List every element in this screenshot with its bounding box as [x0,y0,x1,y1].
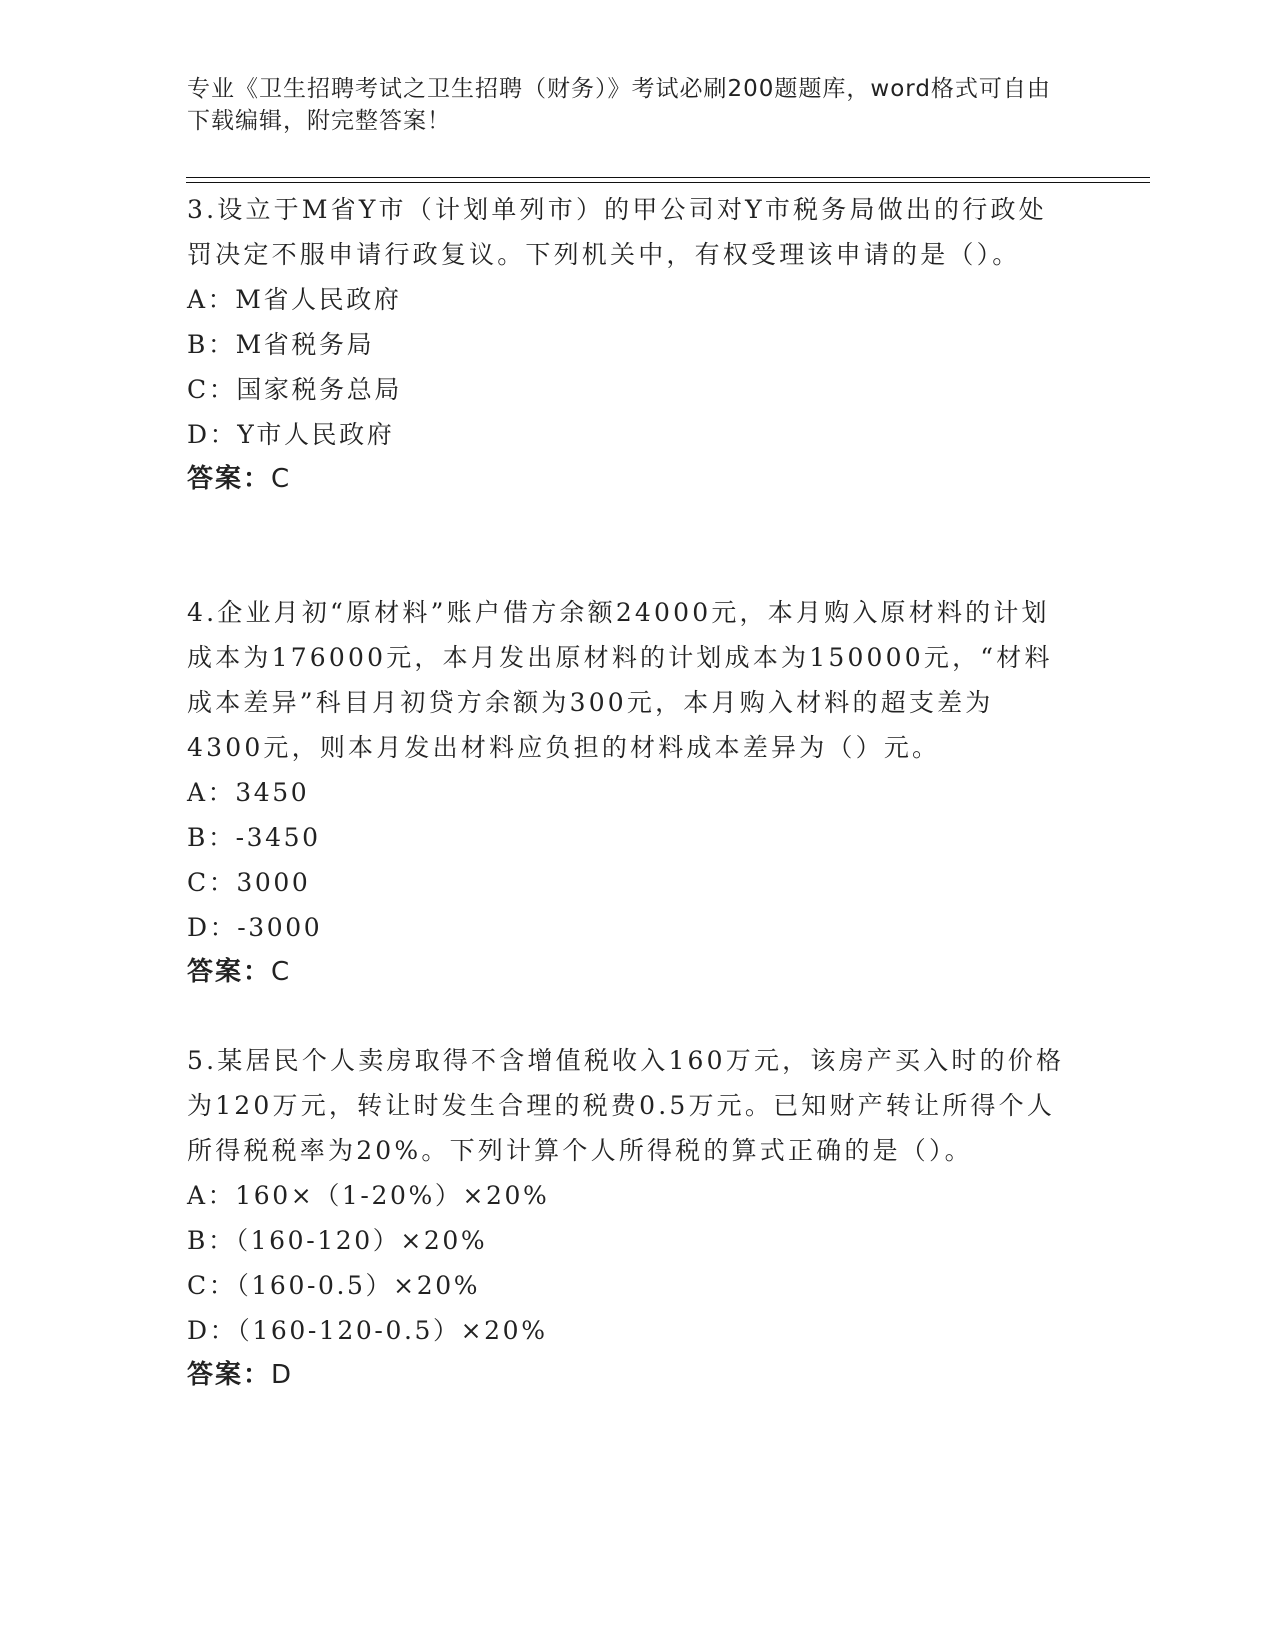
question-5 [187,1038,1067,1398]
header-rule-bottom [186,182,1150,183]
question-stem: 3.设立于M省Y市（计划单列市）的甲公司对Y市税务局做出的行政处罚决定不服申请行政复议。下列机关中，有权受理该申请的是（）。 [187,195,1047,269]
option-c: C：（160-0.5）×20% [187,1271,481,1300]
answer-line [187,457,1067,502]
option-d: D：（160-120-0.5）×20% [187,1316,548,1345]
document-intro: 专业《卫生招聘考试之卫生招聘（财务）》考试必刷200题题库，word格式可自由下载编辑，附完整答案！ [187,76,1051,134]
header-rule-top [186,177,1150,178]
question-stem: 4.企业月初“原材料”账户借方余额24000元，本月购入原材料的计划成本为176000元，本月发出原材料的计划成本为150000元，“材料成本差异”科目月初贷方余额为300元，本月购入材料的超支差为4300元，则本月发出材料应负担的材料成本差异为（）元。 [187,598,1053,762]
option-a: A：3450 [187,778,310,807]
answer-label: 答案： [187,464,272,494]
option-c: C：国家税务总局 [187,375,402,404]
option-a: A：160×（1-20%）×20% [187,1181,550,1210]
question-4 [187,590,1067,995]
option-d: D：Y市人民政府 [187,420,395,449]
answer-value: C [271,464,292,494]
question-3 [187,187,1067,502]
answer-line [187,1353,1067,1398]
option-d: D：-3000 [187,913,323,942]
option-b: B：-3450 [187,823,321,852]
answer-label: 答案： [187,957,272,987]
answer-line [187,950,1067,995]
answer-label: 答案： [187,1360,272,1390]
answer-value: C [271,957,292,987]
option-b: B：M省税务局 [187,330,375,359]
answer-value: D [271,1360,294,1390]
option-b: B：（160-120）×20% [187,1226,488,1255]
option-c: C：3000 [187,868,311,897]
option-a: A：M省人民政府 [187,285,402,314]
question-stem: 5.某居民个人卖房取得不含增值税收入160万元，该房产买入时的价格为120万元，转让时发生合理的税费0.5万元。已知财产转让所得个人所得税税率为20%。下列计算个人所得税的算式正确的是（）。 [187,1046,1065,1165]
